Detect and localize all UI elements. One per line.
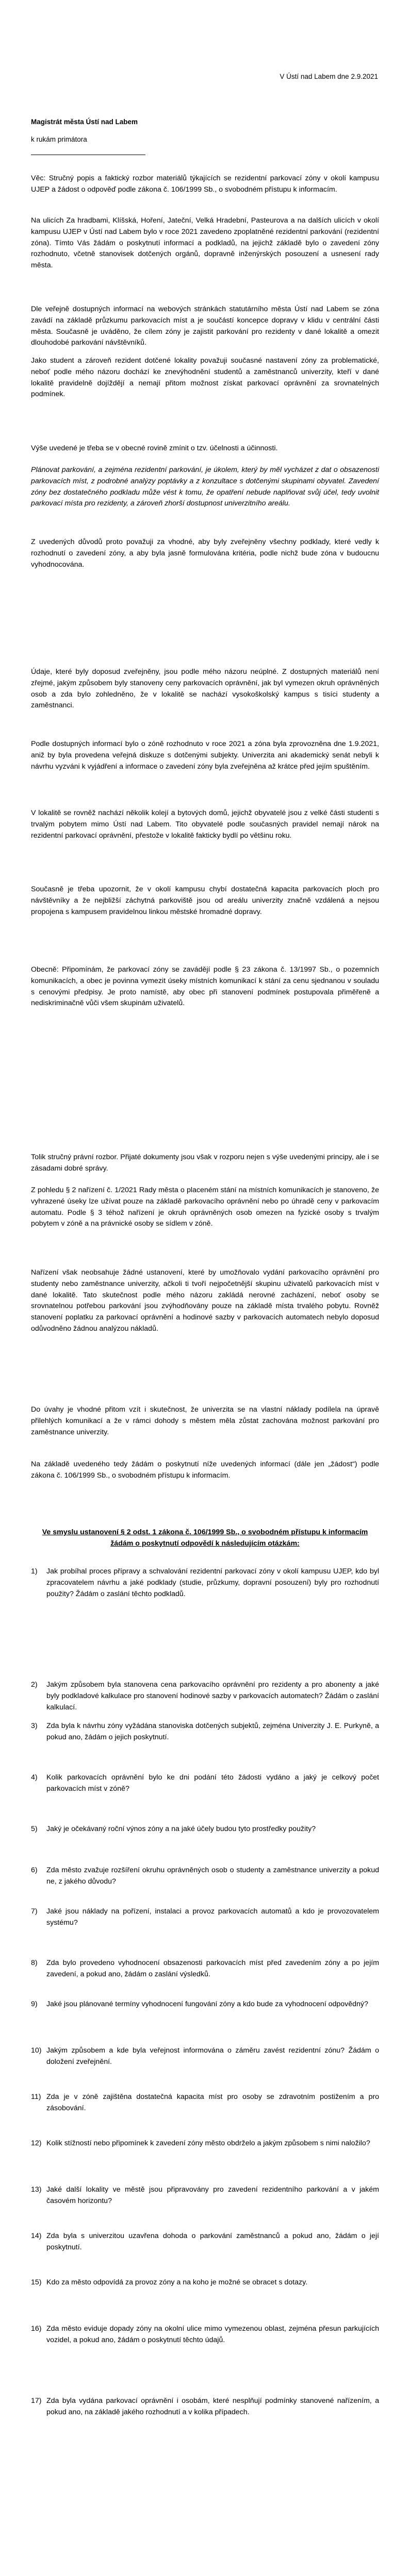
paragraph-6: Z uvedených důvodů proto považuji za vhodné, aby byly zveřejněny všechny podklady, které vedly k rozhodnutí o zavedení zóny, a aby byla jasně formulována kritéria, podle nichž bude zóna v budoucnu vyhodnocována. <box>31 538 379 569</box>
question-number: 2) <box>31 1681 38 1689</box>
request-heading: Ve smyslu ustanovení § 2 odst. 1 zákona č. 106/1999 Sb., o svobodném přístupu k informacím žádám o poskytnutí odpovědí k následujícím otázkám: <box>42 1528 368 1548</box>
question-number: 17) <box>31 2397 42 2405</box>
question-text: Jaké jsou plánované termíny vyhodnocení fungování zóny a kdo bude za vyhodnocení odpovědný? <box>46 2000 368 2008</box>
paragraph-12: Tolik stručný právní rozbor. Přijaté dokumenty jsou však v rozporu nejen s výše uvedenými principy, ale i se zásadami dobré správy. <box>31 1153 379 1173</box>
question-text: Jaký je očekávaný roční výnos zóny a na jaké účely budou tyto prostředky použity? <box>46 1825 316 1833</box>
question-text: Jaké další lokality ve městě jsou připravovány pro zavedení rezidentního parkování a v jakém časovém horizontu? <box>46 2185 379 2205</box>
question-number: 16) <box>31 2325 42 2333</box>
question-text: Zda byla k návrhu zóny vyžádána stanoviska dotčených subjektů, zejména Univerzity J. E. Purkyně, a pokud ano, žádám o jejich poskytnutí. <box>46 1722 379 1741</box>
question-number: 9) <box>31 2000 38 2008</box>
question-text: Jak probíhal proces přípravy a schvalování rezidentní parkovací zóny v okolí kampusu UJEP, kdo byl zpracovatelem návrhu a jaké podklady (studie, průzkumy, dopravní posouzení) byly pro rozhodnutí použity? Žádám o zaslání těchto podkladů. <box>46 1567 379 1598</box>
question-text: Jaké jsou náklady na pořízení, instalaci a provoz parkovacích automatů a kdo je provozovatelem systému? <box>46 1907 379 1927</box>
paragraph-10: Současně je třeba upozornit, že v okolí kampusu chybí dostatečná kapacita parkovacích ploch pro návštěvníky a že nejbližší záchytná parkoviště jsou od areálu univerzity značně vzdálená a nejsou propojena s kampusem pravidelnou linkou městské hromadné dopravy. <box>31 885 379 916</box>
question-text: Zda město zvažuje rozšíření okruhu oprávněných osob o studenty a zaměstnance univerzity a pokud ne, z jakého důvodu? <box>46 1866 379 1886</box>
question-text: Zda město eviduje dopady zóny na okolní ulice mimo vymezenou oblast, zejména přesun parkujících vozidel, a pokud ano, žádám o poskytnutí těchto údajů. <box>46 2325 379 2344</box>
question-number: 10) <box>31 2046 42 2055</box>
question-text: Jakým způsobem byla stanovena cena parkovacího oprávnění pro rezidenty a pro abonenty a jaké byly podkladové kalkulace pro stanovení hodinové sazby v parkovacích automatech? Žádám o zaslání kalkulací. <box>46 1681 379 1711</box>
question-number: 5) <box>31 1825 38 1833</box>
place-date: V Ústí nad Labem dne 2.9.2021 <box>280 73 378 80</box>
question-number: 12) <box>31 2139 42 2147</box>
question-text: Kolik parkovacích oprávnění bylo ke dni podání této žádosti vydáno a jaký je celkový počet parkovacích míst v zóně? <box>46 1773 379 1793</box>
paragraph-9: V lokalitě se rovněž nachází několik kolejí a bytových domů, jejichž obyvatelé jsou z velké části studenti s trvalým pobytem mimo Ústí nad Labem. Tito obyvatelé podle současných pravidel nemají nárok na rezidentní parkovací oprávnění, přestože v lokalitě fakticky bydlí po většinu roku. <box>31 809 379 840</box>
question-text: Zda bylo provedeno vyhodnocení obsazenosti parkovacích míst před zavedením zóny a po jejím zavedení, a pokud ano, žádám o zaslání výsledků. <box>46 1959 379 1978</box>
question-text: Kolik stížností nebo připomínek k zavedení zóny město obdrželo a jakým způsobem s nimi naložilo? <box>46 2139 370 2147</box>
paragraph-7: Údaje, které byly doposud zveřejněny, jsou podle mého názoru neúplné. Z dostupných materiálů není zřejmé, jakým způsobem byly stanoveny ceny parkovacích oprávnění, jak byl vymezen okruh oprávněných osob a zda bylo zohledněno, že v lokalitě se nachází vysokoškolský kampus s tisíci studenty a zaměstnanci. <box>31 668 379 710</box>
subject-paragraph: Věc: Stručný popis a faktický rozbor materiálů týkajících se rezidentní parkovací zóny v okolí kampusu UJEP a žádost o odpověď podle zákona č. 106/1999 Sb., o svobodném přístupu k informacím. <box>31 174 379 194</box>
question-number: 8) <box>31 1959 38 1967</box>
paragraph-1: Na ulicích Za hradbami, Klíšská, Hoření, Jateční, Velká Hradební, Pasteurova a na dalších ulicích v okolí kampusu UJEP v Ústí nad Labem bylo v roce 2021 zavedeno zpoplatněné rezidentní parkování (rezidentní zóna). Tímto Vás žádám o poskytnutí informací a podkladů, na jejichž základě bylo o zavedení zóny rozhodnuto, včetně stanovisek dotčených orgánů, dopravně inženýrských posouzení a usnesení rady města. <box>31 216 379 270</box>
question-number: 15) <box>31 2278 42 2286</box>
paragraph-8: Podle dostupných informací bylo o zóně rozhodnuto v roce 2021 a zóna byla zprovozněna dne 1.9.2021, aniž by byla provedena veřejná diskuze s dotčenými subjekty. Univerzita ani akademický senát nebyli k návrhu vyzváni k vyjádření a informace o zavedení zóny byla zveřejněna až krátce před jejím spuštěním. <box>31 740 379 771</box>
question-number: 4) <box>31 1773 38 1782</box>
question-number: 3) <box>31 1722 38 1730</box>
paragraph-11: Obecně: Připomínám, že parkovací zóny se zavádějí podle § 23 zákona č. 13/1997 Sb., o pozemních komunikacích, a obec je povinna vymezit úseky místních komunikací k stání za cenu sjednanou v souladu s cenovými předpisy. Je proto namístě, aby obec při stanovení podmínek postupovala přiměřeně a nediskriminačně vůči všem skupinám uživatelů. <box>31 965 379 1008</box>
question-number: 13) <box>31 2185 42 2194</box>
question-number: 6) <box>31 1866 38 1874</box>
question-number: 7) <box>31 1907 38 1916</box>
paragraph-16: Na základě uvedeného tedy žádám o poskytnutí níže uvedených informací (dále jen „žádost“) podle zákona č. 106/1999 Sb., o svobodném přístupu k informacím. <box>31 1460 379 1480</box>
attention-line: k rukám primátora <box>31 135 87 143</box>
question-text: Zda byla vydána parkovací oprávnění i osobám, které nesplňují podmínky stanovené nařízením, a pokud ano, na základě jakého rozhodnutí a v kolika případech. <box>46 2397 379 2416</box>
paragraph-2: Dle veřejně dostupných informací na webových stránkách statutárního města Ústí nad Labem se zóna zavádí na základě průzkumu parkovacích míst a je součástí koncepce dopravy v klidu v centrální části města. Současně je uváděno, že cílem zóny je zajistit parkování pro rezidenty v dané lokalitě a omezit dlouhodobé parkování návštěvníků. <box>31 305 379 347</box>
paragraph-14: Nařízení však neobsahuje žádné ustanovení, které by umožňovalo vydání parkovacího oprávnění pro studenty nebo zaměstnance univerzity, ačkoli ti tvoří nejpočetnější skupinu uživatelů parkovacích míst v dané lokalitě. Tato skutečnost podle mého názoru zakládá nerovné zacházení, neboť osoby se srovnatelnou potřebou parkování jsou zvýhodňovány pouze na základě místa trvalého pobytu. Rovněž stanovení poplatku za parkovací oprávnění a hodinové sazby v parkovacích automatech nebylo doposud odůvodněno žádnou analýzou nákladů. <box>31 1268 379 1333</box>
question-number: 11) <box>31 2093 41 2101</box>
paragraph-3: Jako student a zároveň rezident dotčené lokality považuji současné nastavení zóny za problematické, neboť podle mého názoru dochází ke znevýhodnění studentů a zaměstnanců univerzity, kteří v dané lokalitě pravidelně dojíždějí a nemají přitom možnost získat parkovací oprávnění za srovnatelných podmínek. <box>31 357 379 399</box>
paragraph-15: Do úvahy je vhodné přitom vzít i skutečnost, že univerzita se na vlastní náklady podílela na úpravě přilehlých komunikací a že v rámci dohody s městem měla zůstat zachována možnost parkování pro zaměstnance univerzity. <box>31 1405 379 1436</box>
question-number: 1) <box>31 1567 38 1575</box>
question-text: Kdo za město odpovídá za provoz zóny a na koho je možné se obracet s dotazy. <box>46 2278 308 2286</box>
paragraph-13: Z pohledu § 2 nařízení č. 1/2021 Rady města o placeném stání na místních komunikacích je stanoveno, že vyhrazené úseky lze užívat pouze na základě parkovacího oprávnění nebo po úhradě ceny v parkovacím automatu. Podle § 3 téhož nařízení je okruh oprávněných osob omezen na fyzické osoby s trvalým pobytem v zóně a na právnické osoby se sídlem v zóně. <box>31 1186 379 1228</box>
addressee: Magistrát města Ústí nad Labem <box>31 118 138 126</box>
question-text: Zda byla s univerzitou uzavřena dohoda o parkování zaměstnanců a pokud ano, žádám o její poskytnutí. <box>46 2232 379 2251</box>
paragraph-4: Výše uvedené je třeba se v obecné rovině zmínit o tzv. účelnosti a účinnosti. <box>31 444 278 452</box>
paragraph-5: Plánovat parkování, a zejména rezidentní parkování, je úkolem, který by měl vycházet z dat o obsazenosti parkovacích míst, z podrobné analýzy poptávky a z konzultace s dotčenými skupinami obyvatel. Zavedení zóny bez dostatečného podkladu může vést k tomu, že opatření nebude naplňovat svůj účel, tedy uvolnit parkovací místa pro rezidenty, a zároveň zhorší dostupnost univerzitního areálu. <box>31 466 379 508</box>
question-text: Jakým způsobem a kde byla veřejnost informována o záměru zavést rezidentní zónu? Žádám o doložení zveřejnění. <box>46 2046 379 2066</box>
question-text: Zda je v zóně zajištěna dostatečná kapacita míst pro osoby se zdravotním postižením a pro zásobování. <box>46 2093 379 2112</box>
question-number: 14) <box>31 2232 42 2240</box>
